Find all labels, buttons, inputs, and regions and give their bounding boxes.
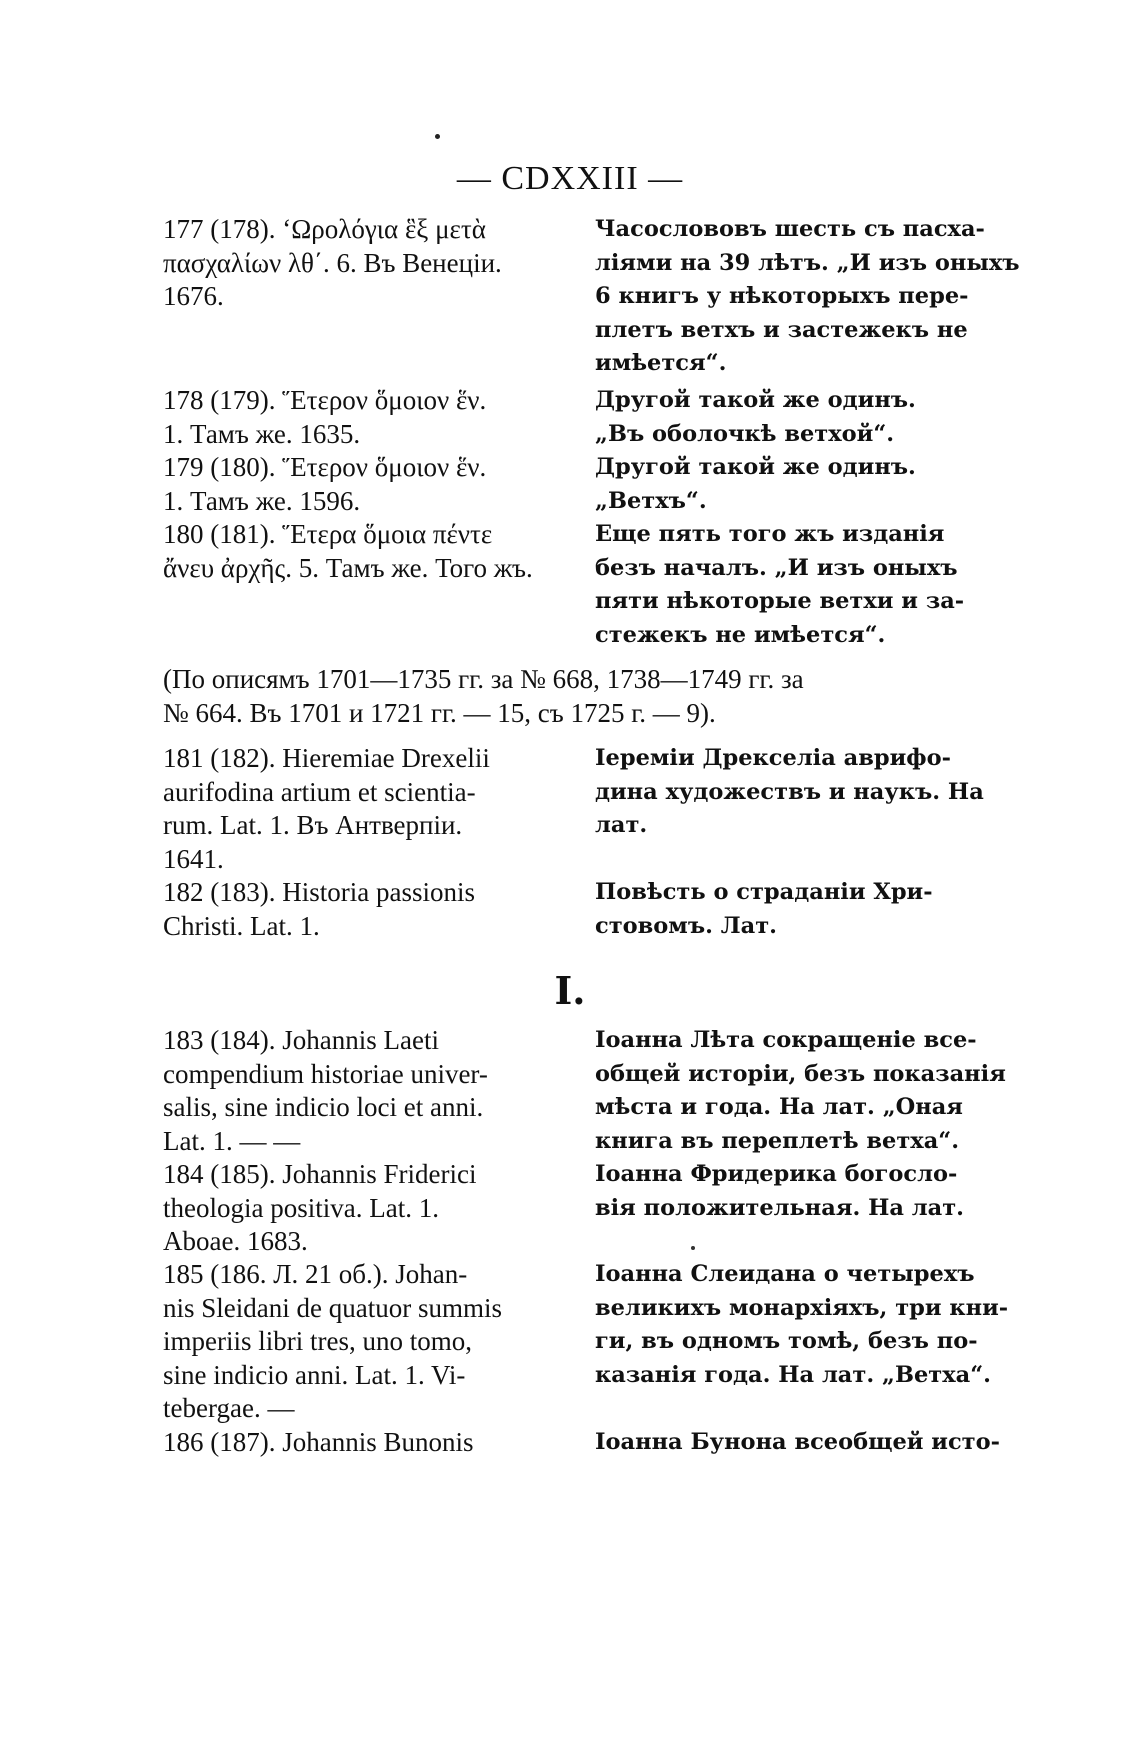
entry-original-title: 184 (185). Johannis Friderici theologia positiva. Lat. 1. Aboae. 1683. (163, 1159, 477, 1256)
entry-original-title: 185 (186. Л. 21 об.). Johan- nis Sleidani de quatuor summis imperiis libri tres, uno tomo, sine indicio anni. Lat. 1. Vi- tebergae. — (163, 1259, 502, 1423)
entry-original-title: 186 (187). Johannis Bunonis (163, 1427, 474, 1457)
entry-russian-translation: Часослововъ шесть съ пасха- ліями на 39 лѣтъ. „И изъ оныхъ 6 книгъ у нѣкоторыхъ пере- плетъ ветхъ и застежекъ не имѣется“. (595, 216, 1020, 376)
entry-russian-translation: Другой такой же одинъ. „Ветхъ“. (595, 454, 916, 514)
entry-russian-translation: Другой такой же одинъ. „Въ оболочкѣ ветхой“. (595, 387, 916, 447)
print-dot (435, 134, 440, 139)
entry-original-title: 180 (181). Ἕτερα ὅμοια πέντε ἄνευ ἀρχῆς. 5. Тамъ же. Того жъ. (163, 519, 533, 583)
section-letter-heading: I. (554, 968, 586, 1013)
entry-russian-translation: Повѣсть о страданіи Хри- стовомъ. Лат. (595, 879, 933, 939)
entry-russian-translation: Іоанна Фридерика богосло- вія положительная. На лат. (595, 1161, 965, 1221)
entry-russian-translation: Іоанна Лѣта сокращеніе все- общей исторіи, безъ показанія мѣста и года. На лат. „Оная книга въ переплетѣ ветха“. (595, 1027, 1006, 1154)
entry-original-title: 179 (180). Ἕτερον ὅμοιον ἕν. 1. Тамъ же. 1596. (163, 452, 487, 516)
entry-original-title: 183 (184). Johannis Laeti compendium historiae univer- salis, sine indicio loci et anni. Lat. 1. — — (163, 1025, 488, 1156)
print-speck (691, 1246, 695, 1250)
entry-russian-translation: Іоанна Бунона всеобщей исто- (595, 1429, 1000, 1455)
entry-russian-translation: Іереміи Дрекселіа аврифо- дина художествъ и наукъ. На лат. (595, 745, 984, 838)
page-number-header: — CDXXIII — (456, 160, 684, 197)
entry-original-title: 177 (178). ‘Ωρολόγια ἓξ μετὰ πασχαλίων λθ΄. 6. Въ Венеціи. 1676. (163, 214, 502, 311)
entry-russian-translation: Іоанна Слеидана о четырехъ великихъ монархіяхъ, три кни- ги, въ одномъ томѣ, безъ по- казанія года. На лат. „Ветха“. (595, 1261, 1009, 1388)
entry-original-title: 182 (183). Historia passionis Christi. Lat. 1. (163, 877, 475, 941)
entry-russian-translation: Еще пять того жъ изданія безъ началъ. „И изъ оныхъ пяти нѣкоторые ветхи и за- стежекъ не имѣется“. (595, 521, 965, 648)
provenance-note: (По описямъ 1701—1735 гг. за № 668, 1738—1749 гг. за № 664. Въ 1701 и 1721 гг. — 15, съ 1725 г. — 9). (163, 664, 804, 728)
entry-original-title: 181 (182). Hieremiae Drexelii aurifodina artium et scientia- rum. Lat. 1. Въ Антверпіи. 1641. (163, 743, 490, 874)
entry-original-title: 178 (179). Ἕτερον ὅμοιον ἕν. 1. Тамъ же. 1635. (163, 385, 487, 449)
